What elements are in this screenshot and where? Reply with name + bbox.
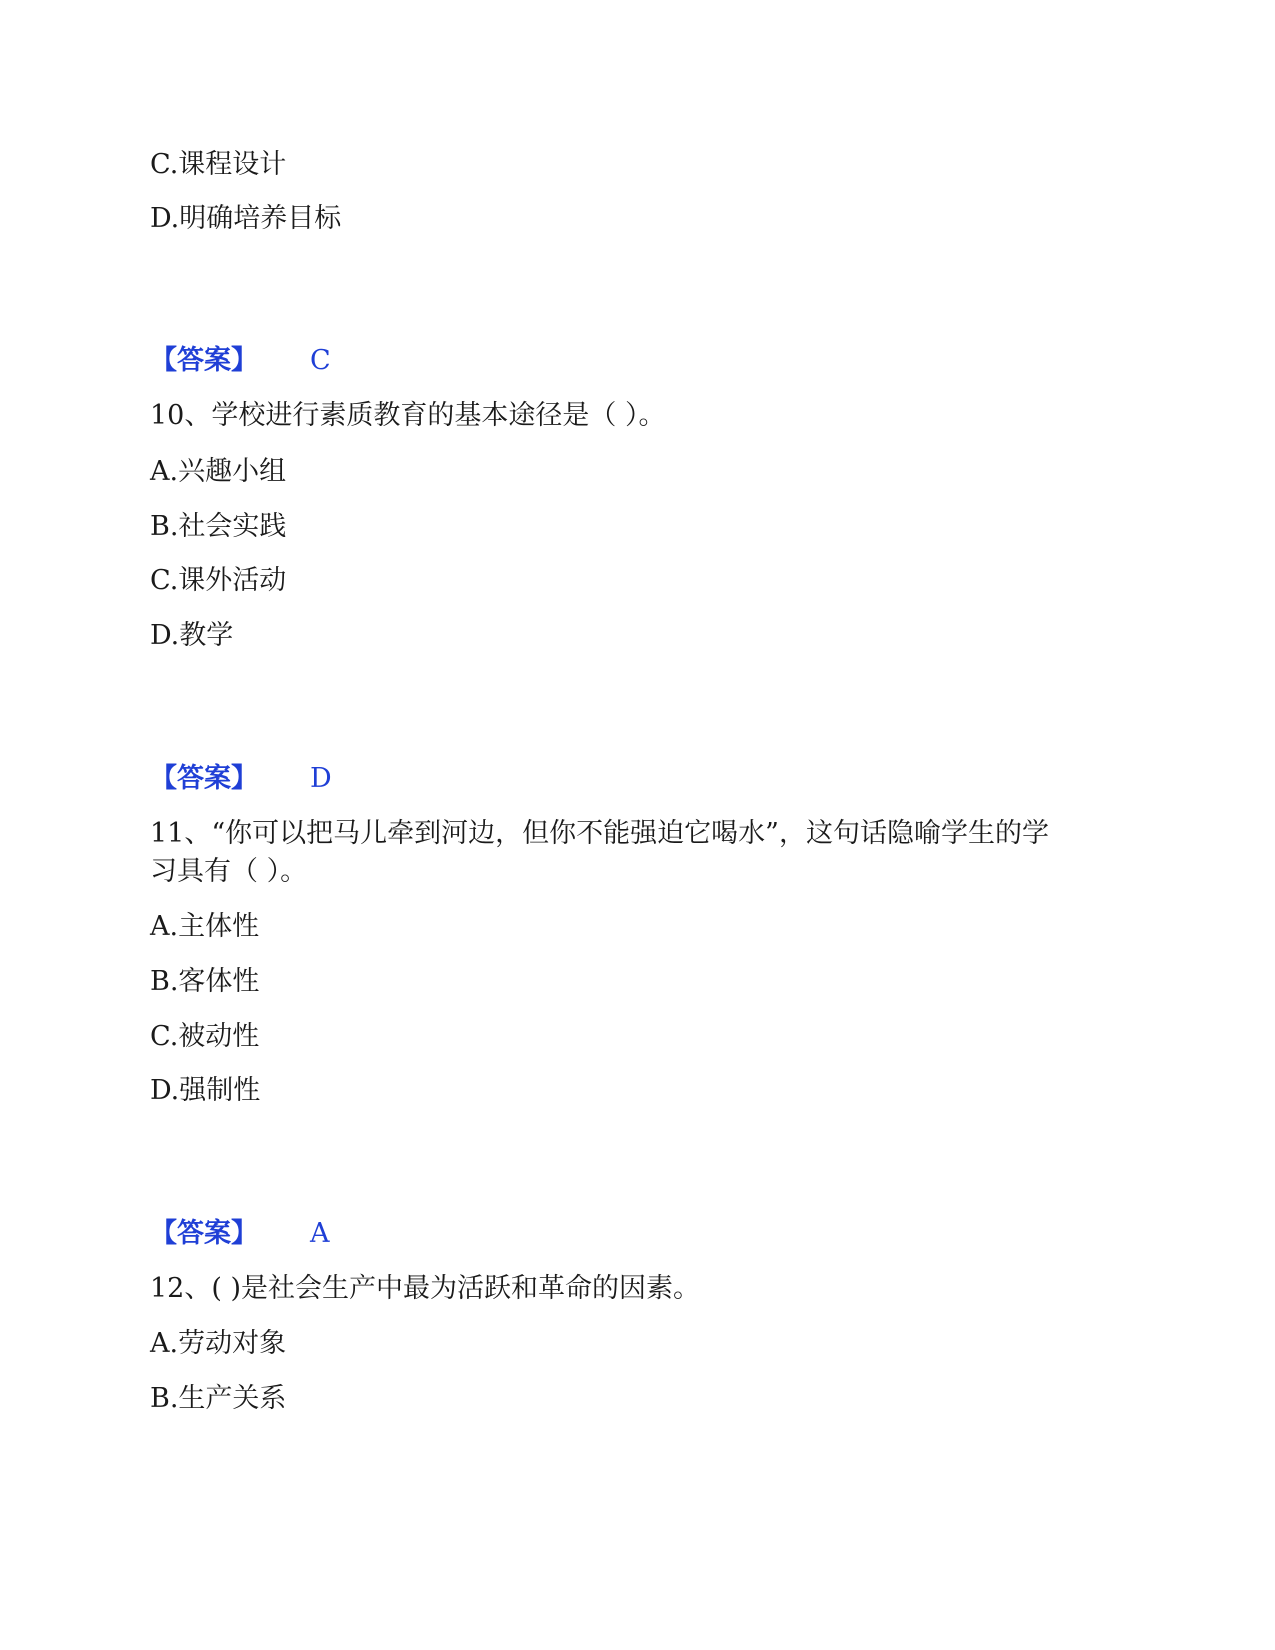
q9-option-c: C.课程设计 xyxy=(150,149,287,180)
q11-answer xyxy=(150,1215,330,1253)
q10-option-d: D.教学 xyxy=(150,620,234,651)
q11-question-line2: 习具有（ ）。 xyxy=(150,856,308,887)
q12-option-b: B.生产关系 xyxy=(150,1383,287,1414)
q11-option-b: B.客体性 xyxy=(150,966,260,997)
q10-option-b: B.社会实践 xyxy=(150,511,287,542)
q12-option-a: A.劳动对象 xyxy=(150,1328,287,1359)
answer-value: C xyxy=(310,345,331,376)
answer-value: D xyxy=(310,763,332,794)
answer-label: 【答案】 xyxy=(150,763,258,794)
q10-option-a: A.兴趣小组 xyxy=(150,456,287,487)
answer-label: 【答案】 xyxy=(150,345,258,376)
q9-option-d: D.明确培养目标 xyxy=(150,203,342,234)
answer-value: A xyxy=(310,1218,330,1249)
q10-question: 10、学校进行素质教育的基本途径是（ ）。 xyxy=(150,400,666,431)
q10-option-c: C.课外活动 xyxy=(150,565,287,596)
q11-option-a: A.主体性 xyxy=(150,911,260,942)
q11-option-c: C.被动性 xyxy=(150,1021,260,1052)
q10-answer xyxy=(150,760,332,798)
q11-question-line1: 11、“你可以把马儿牵到河边，但你不能强迫它喝水”，这句话隐喻学生的学 xyxy=(150,818,1049,849)
q12-question: 12、( )是社会生产中最为活跃和革命的因素。 xyxy=(150,1273,701,1304)
answer-label: 【答案】 xyxy=(150,1218,258,1249)
q9-answer xyxy=(150,342,331,380)
q11-option-d: D.强制性 xyxy=(150,1075,261,1106)
